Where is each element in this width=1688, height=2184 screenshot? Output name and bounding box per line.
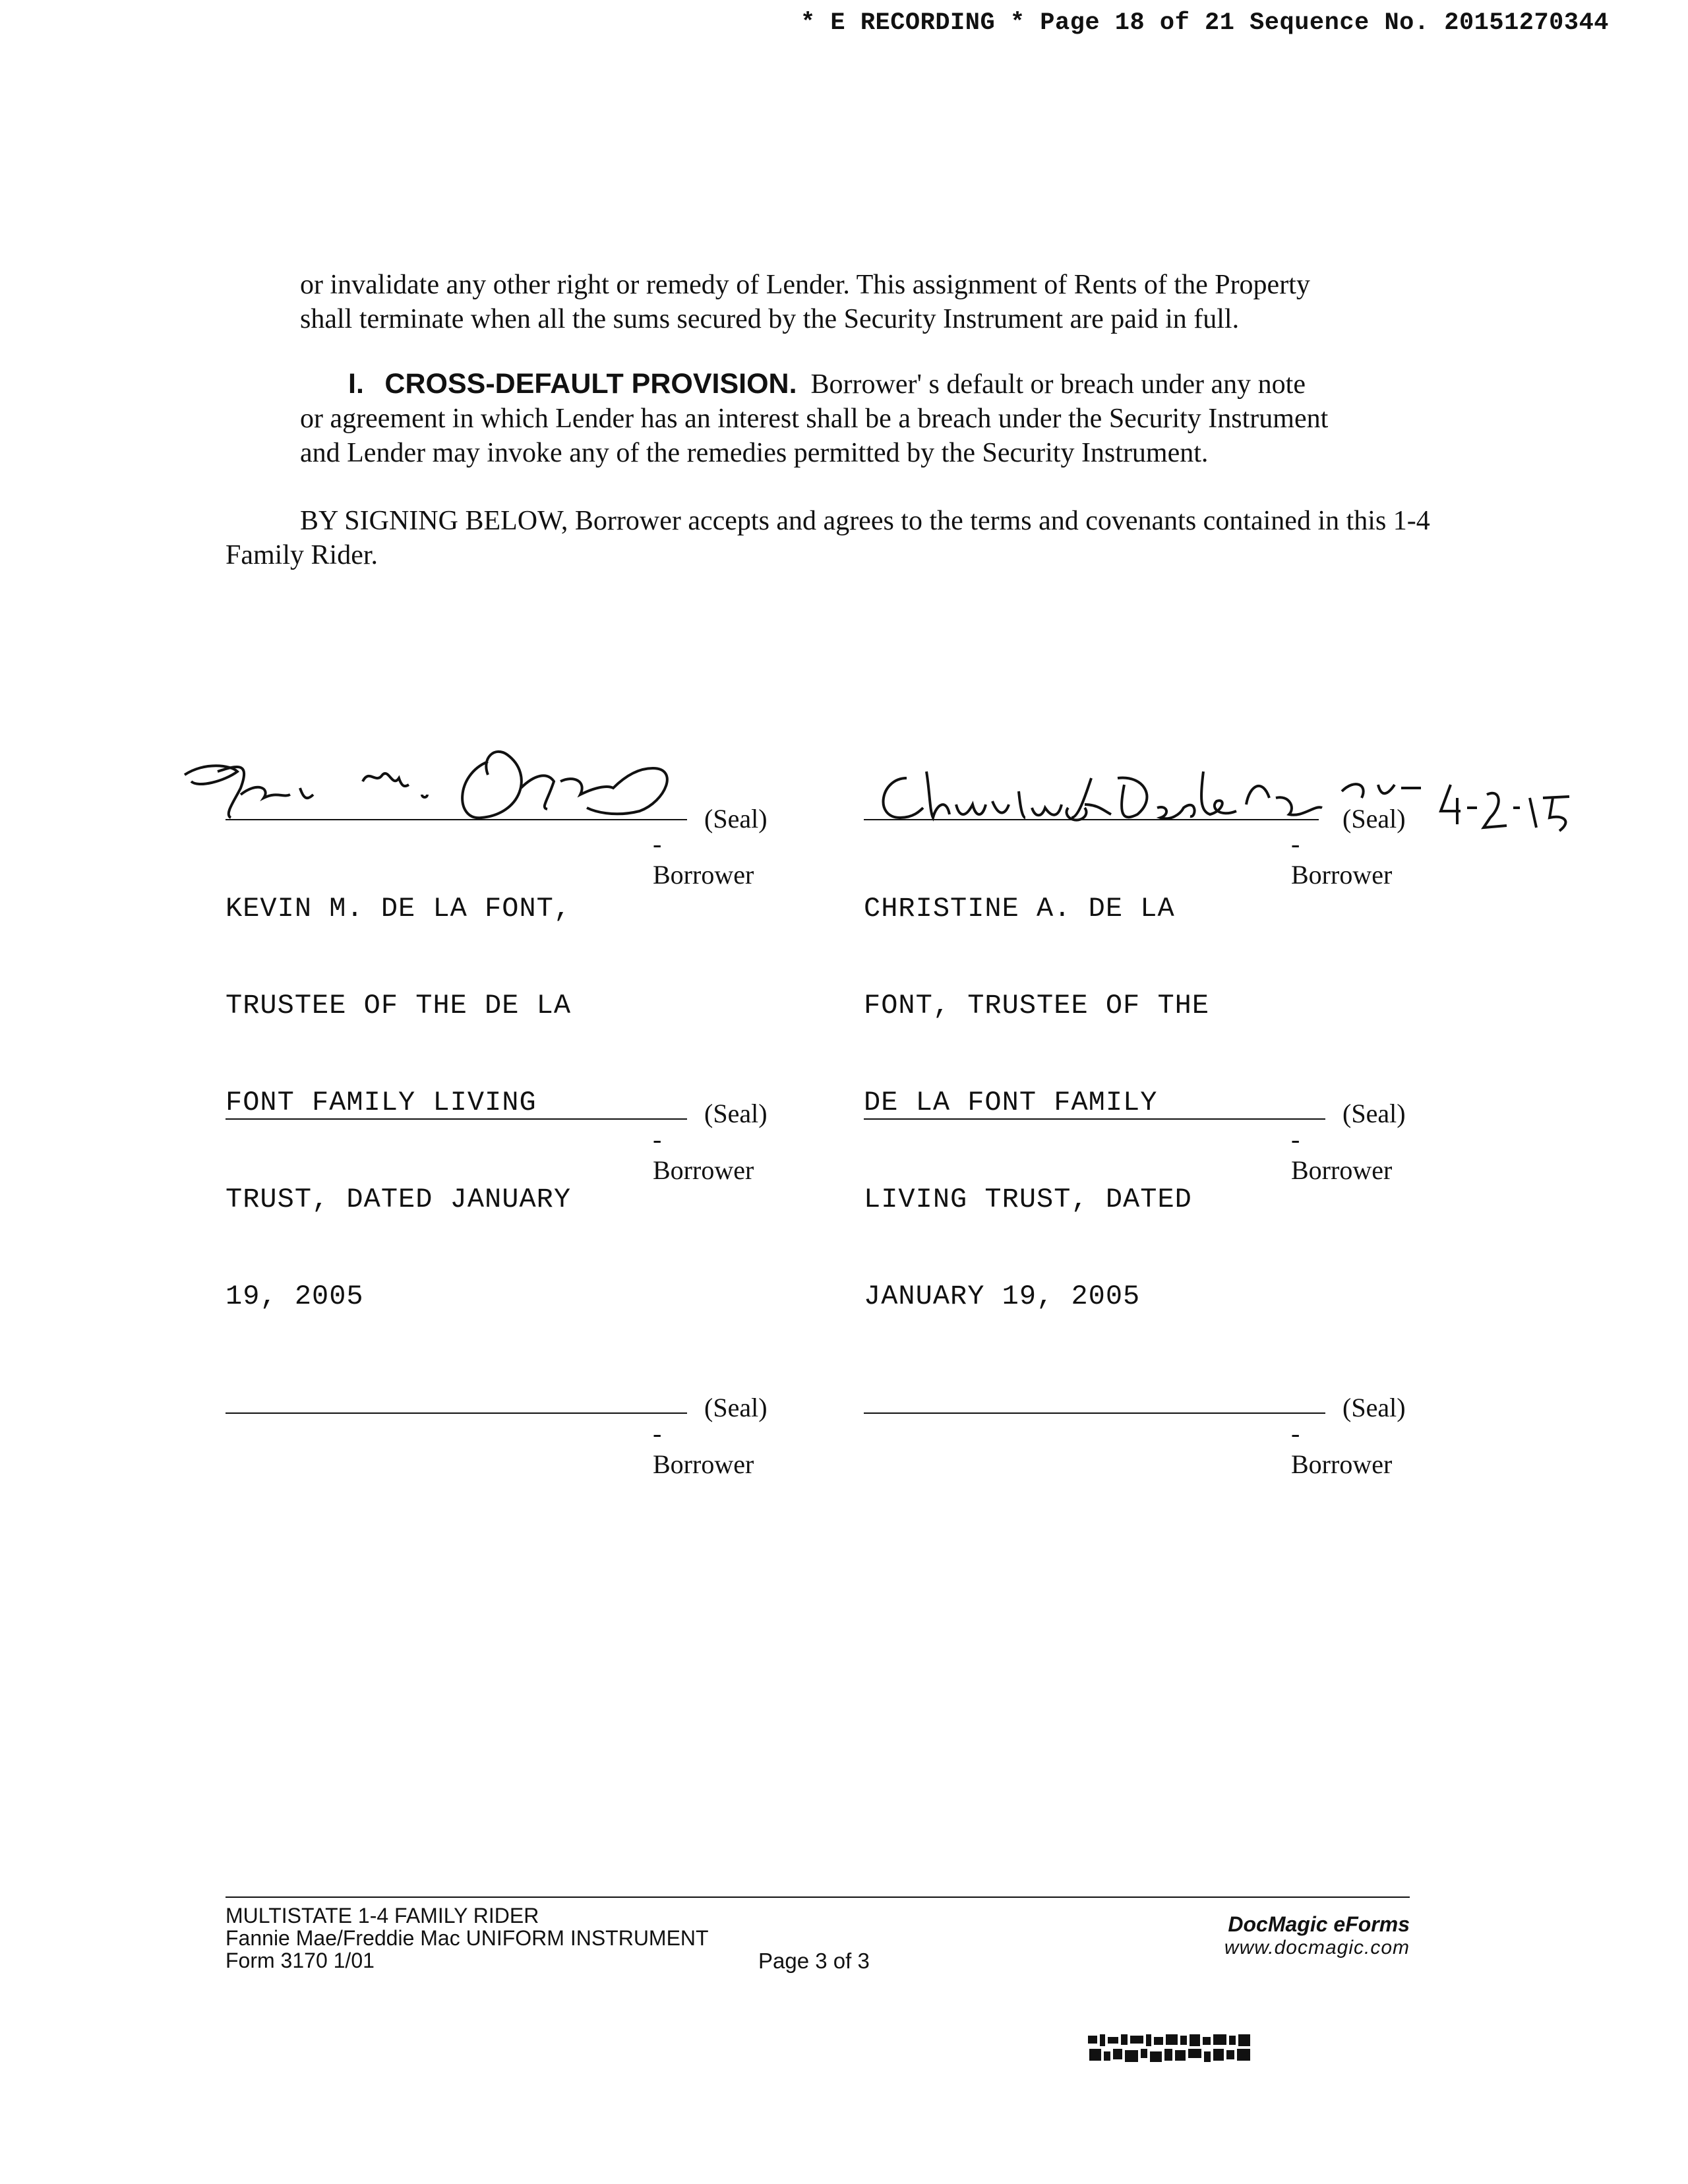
page-number: Page 3 of 3 <box>758 1949 870 1973</box>
paragraph-line: and Lender may invoke any of the remedies permitted by the Security Instrument. <box>300 438 1209 468</box>
borrower-label: -Borrower <box>1291 1418 1393 1479</box>
signer-name <box>864 828 1209 1378</box>
seal-label: (Seal) <box>1342 1099 1406 1128</box>
signer-name-line: KEVIN M. DE LA FONT, <box>226 893 572 925</box>
section-number: I. <box>348 368 364 400</box>
signer-name <box>226 828 571 1378</box>
handwritten-date <box>1437 778 1582 837</box>
form-title: MULTISTATE 1-4 FAMILY RIDER <box>226 1904 539 1927</box>
signer-name-line: DE LA FONT FAMILY <box>864 1087 1158 1118</box>
handwritten-signature-kevin <box>178 735 706 841</box>
section-i-first-line <box>348 367 1306 402</box>
signature-line[interactable] <box>226 1118 687 1120</box>
paragraph-text: Borrower' s default or breach under any note <box>810 369 1306 400</box>
signer-name-line: FONT FAMILY LIVING <box>226 1087 537 1118</box>
seal-label: (Seal) <box>704 804 768 834</box>
paragraph-line: BY SIGNING BELOW, Borrower accepts and agrees to the terms and covenants contained in this 1-4 <box>300 506 1430 536</box>
signer-name-line: TRUST, DATED JANUARY <box>226 1184 572 1215</box>
signer-name-line: TRUSTEE OF THE DE LA <box>226 990 572 1021</box>
signer-name-line: FONT, TRUSTEE OF THE <box>864 990 1210 1021</box>
form-info <box>226 1904 709 1972</box>
seal-label: (Seal) <box>704 1393 768 1422</box>
brand-url: www.docmagic.com <box>1224 1937 1410 1958</box>
brand-block <box>1224 1912 1410 1959</box>
paragraph-line: or invalidate any other right or remedy of Lender. This assignment of Rents of the Property <box>300 270 1310 300</box>
signature-line[interactable] <box>864 1412 1325 1414</box>
form-instrument: Fannie Mae/Freddie Mac UNIFORM INSTRUMENT <box>226 1926 709 1950</box>
barcode-icon <box>1088 2034 1253 2063</box>
paragraph-line: or agreement in which Lender has an interest shall be a breach under the Security Instrument <box>300 404 1329 434</box>
signer-name-line: LIVING TRUST, DATED <box>864 1184 1192 1215</box>
signature-line[interactable] <box>864 1118 1325 1120</box>
borrower-label: -Borrower <box>1291 829 1393 890</box>
borrower-label: -Borrower <box>653 1124 754 1185</box>
signature-line[interactable] <box>226 1412 687 1414</box>
signature-line <box>864 819 1319 820</box>
seal-label: (Seal) <box>1342 1393 1406 1422</box>
paragraph-line: shall terminate when all the sums secured by the Security Instrument are paid in full. <box>300 304 1240 334</box>
borrower-label: -Borrower <box>653 829 754 890</box>
brand-logo: DocMagic eForms <box>1228 1912 1410 1936</box>
signer-name-line: CHRISTINE A. DE LA <box>864 893 1175 925</box>
borrower-label: -Borrower <box>653 1418 754 1479</box>
signer-name-line: 19, 2005 <box>226 1281 364 1312</box>
signature-line <box>226 819 687 820</box>
seal-label: (Seal) <box>1342 804 1406 834</box>
signer-name-line: JANUARY 19, 2005 <box>864 1281 1141 1312</box>
recording-header: * E RECORDING * Page 18 of 21 Sequence No. 20151270344 <box>800 9 1609 37</box>
section-title: CROSS-DEFAULT PROVISION. <box>384 368 797 400</box>
seal-label: (Seal) <box>704 1099 768 1128</box>
form-number: Form 3170 1/01 <box>226 1949 375 1972</box>
borrower-label: -Borrower <box>1291 1124 1393 1185</box>
paragraph-line: Family Rider. <box>226 540 378 570</box>
footer-rule <box>226 1896 1410 1898</box>
